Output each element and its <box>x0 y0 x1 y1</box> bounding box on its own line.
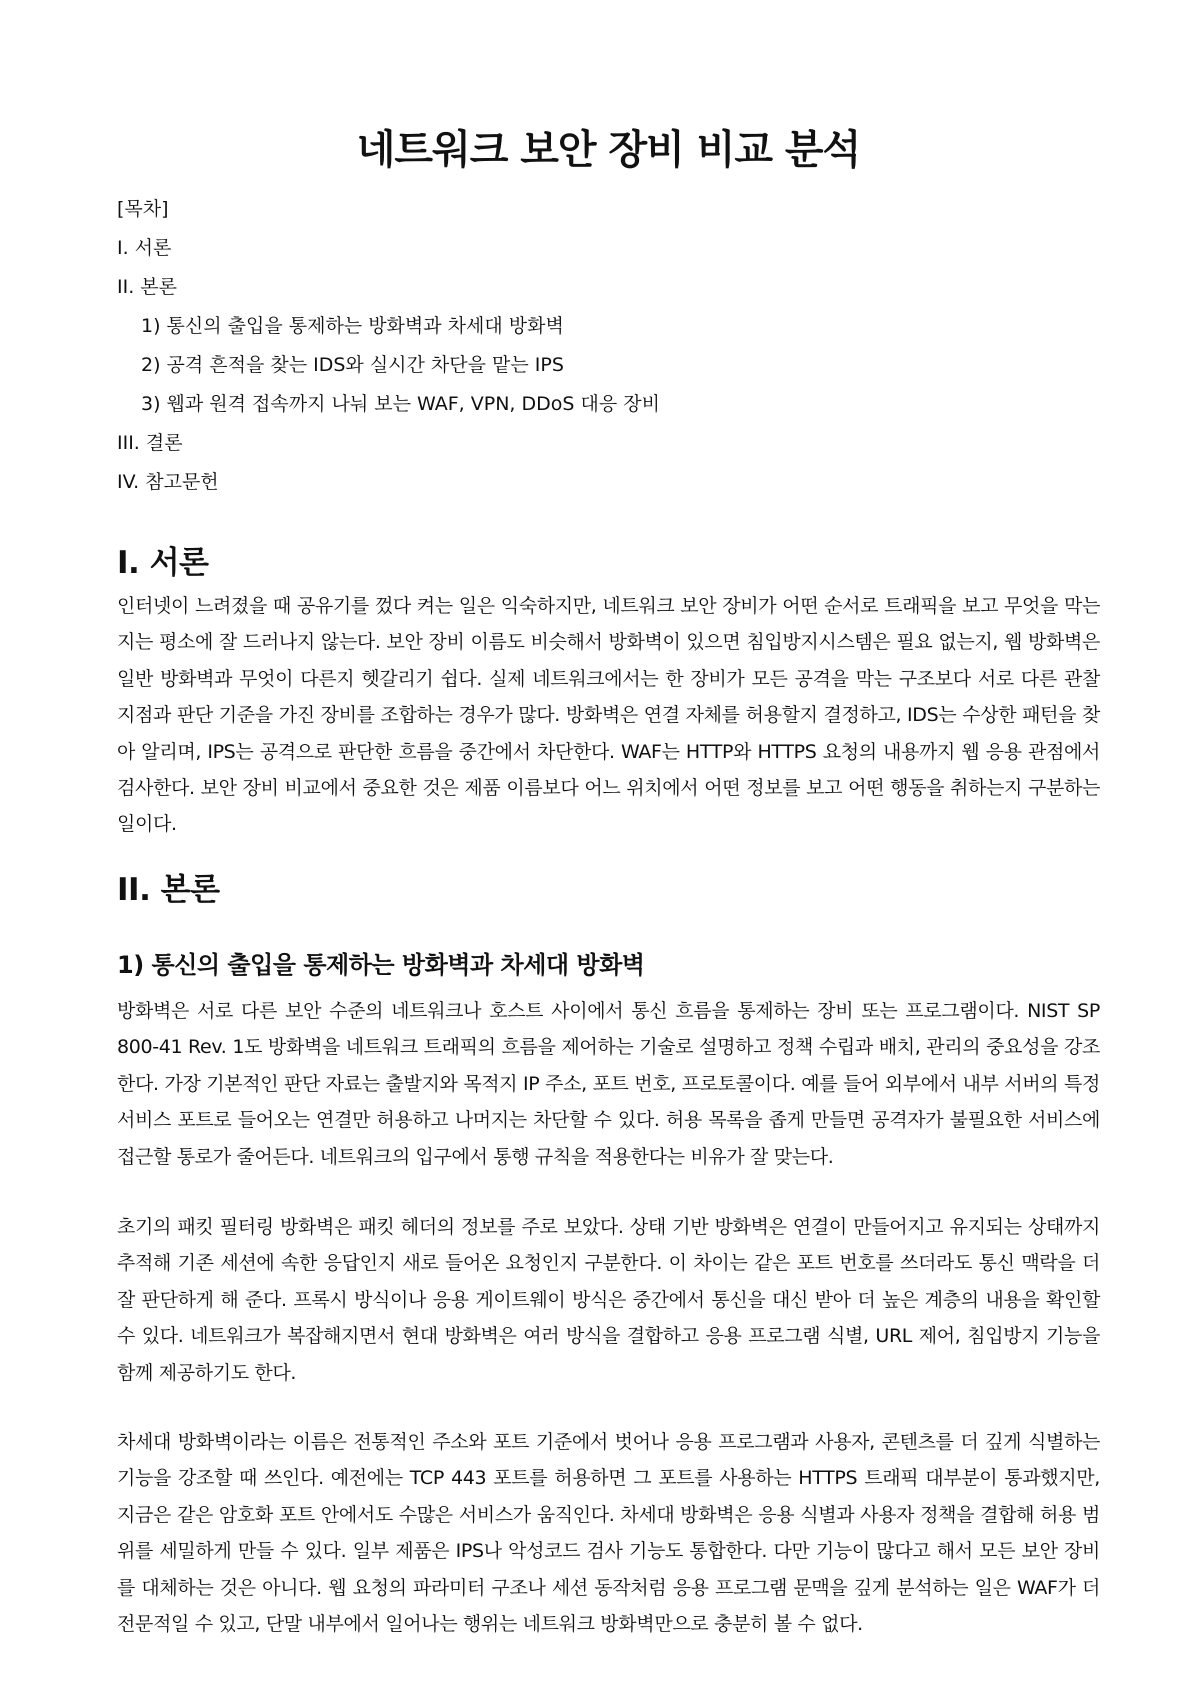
firewall-paragraph-2: 초기의 패킷 필터링 방화벽은 패킷 헤더의 정보를 주로 보았다. 상태 기반 방화벽은 연결이 만들어지고 유지되는 상태까지 추적해 기존 세션에 속한 응답인지 새로 들어온 요청인지 구분한다. 이 차이는 같은 포트 번호를 쓰더라도 통신 맥락을 더 잘 판단하게 해 준다. 프록시 방식이나 응용 게이트웨이 방식은 중간에서 통신을 대신 받아 더 높은 계층의 내용을 확인할 수 있다. 네트워크가 복잡해지면서 현대 방화벽은 여러 방식을 결합하고 응용 프로그램 식별, URL 제어, 침입방지 기능을 함께 제공하기도 한다. <box>117 1216 1100 1384</box>
document-title: 네트워크 보안 장비 비교 분석 <box>356 127 861 173</box>
intro-paragraph: 인터넷이 느려졌을 때 공유기를 껐다 켜는 일은 익숙하지만, 네트워크 보안 장비가 어떤 순서로 트래픽을 보고 무엇을 막는지는 평소에 잘 드러나지 않는다. 보안 장비 이름도 비슷해서 방화벽이 있으면 침입방지시스템은 필요 없는지, 웹 방화벽은 일반 방화벽과 무엇이 다른지 헷갈리기 쉽다. 실제 네트워크에서는 한 장비가 모든 공격을 막는 구조보다 서로 다른 관찰 지점과 판단 기준을 가진 장비를 조합하는 경우가 많다. 방화벽은 연결 자체를 허용할지 결정하고, IDS는 수상한 패턴을 찾아 알리며, IPS는 공격으로 판단한 흐름을 중간에서 차단한다. WAF는 HTTP와 HTTPS 요청의 내용까지 웹 응용 관점에서 검사한다. 보안 장비 비교에서 중요한 것은 제품 이름보다 어느 위치에서 어떤 정보를 보고 어떤 행동을 취하는지 구분하는 일이다. <box>117 595 1100 836</box>
toc-item-intro: I. 서론 <box>117 237 172 259</box>
toc-item-body-3: 3) 웹과 원격 접속까지 나눠 보는 WAF, VPN, DDoS 대응 장비 <box>141 393 660 415</box>
toc-item-conclusion: III. 결론 <box>117 432 183 454</box>
section-heading-intro: I. 서론 <box>117 545 209 581</box>
toc-item-body-2: 2) 공격 흔적을 찾는 IDS와 실시간 차단을 맡는 IPS <box>141 354 564 376</box>
table-of-contents <box>117 190 660 502</box>
section-heading-body: II. 본론 <box>117 872 220 908</box>
subsection-heading-firewall: 1) 통신의 출입을 통제하는 방화벽과 차세대 방화벽 <box>117 951 645 979</box>
toc-heading: [목차] <box>117 198 169 220</box>
toc-item-body: II. 본론 <box>117 276 177 298</box>
toc-item-body-1: 1) 통신의 출입을 통제하는 방화벽과 차세대 방화벽 <box>141 315 564 337</box>
firewall-paragraph-1: 방화벽은 서로 다른 보안 수준의 네트워크나 호스트 사이에서 통신 흐름을 통제하는 장비 또는 프로그램이다. NIST SP 800-41 Rev. 1도 방화벽을 네트워크 트래픽의 흐름을 제어하는 기술로 설명하고 정책 수립과 배치, 관리의 중요성을 강조한다. 가장 기본적인 판단 자료는 출발지와 목적지 IP 주소, 포트 번호, 프로토콜이다. 예를 들어 외부에서 내부 서버의 특정 서비스 포트로 들어오는 연결만 허용하고 나머지는 차단할 수 있다. 허용 목록을 좁게 만들면 공격자가 불필요한 서비스에 접근할 통로가 줄어든다. 네트워크의 입구에서 통행 규칙을 적용한다는 비유가 잘 맞는다. <box>117 1000 1100 1168</box>
firewall-paragraph-3: 차세대 방화벽이라는 이름은 전통적인 주소와 포트 기준에서 벗어나 응용 프로그램과 사용자, 콘텐츠를 더 깊게 식별하는 기능을 강조할 때 쓰인다. 예전에는 TCP 443 포트를 허용하면 그 포트를 사용하는 HTTPS 트래픽 대부분이 통과했지만, 지금은 같은 암호화 포트 안에서도 수많은 서비스가 움직인다. 차세대 방화벽은 응용 식별과 사용자 정책을 결합해 허용 범위를 세밀하게 만들 수 있다. 일부 제품은 IPS나 악성코드 검사 기능도 통합한다. 다만 기능이 많다고 해서 모든 보안 장비를 대체하는 것은 아니다. 웹 요청의 파라미터 구조나 세션 동작처럼 응용 프로그램 문맥을 깊게 분석하는 일은 WAF가 더 전문적일 수 있고, 단말 내부에서 일어나는 행위는 네트워크 방화벽만으로 충분히 볼 수 없다. <box>117 1431 1100 1636</box>
toc-item-references: IV. 참고문헌 <box>117 471 219 493</box>
